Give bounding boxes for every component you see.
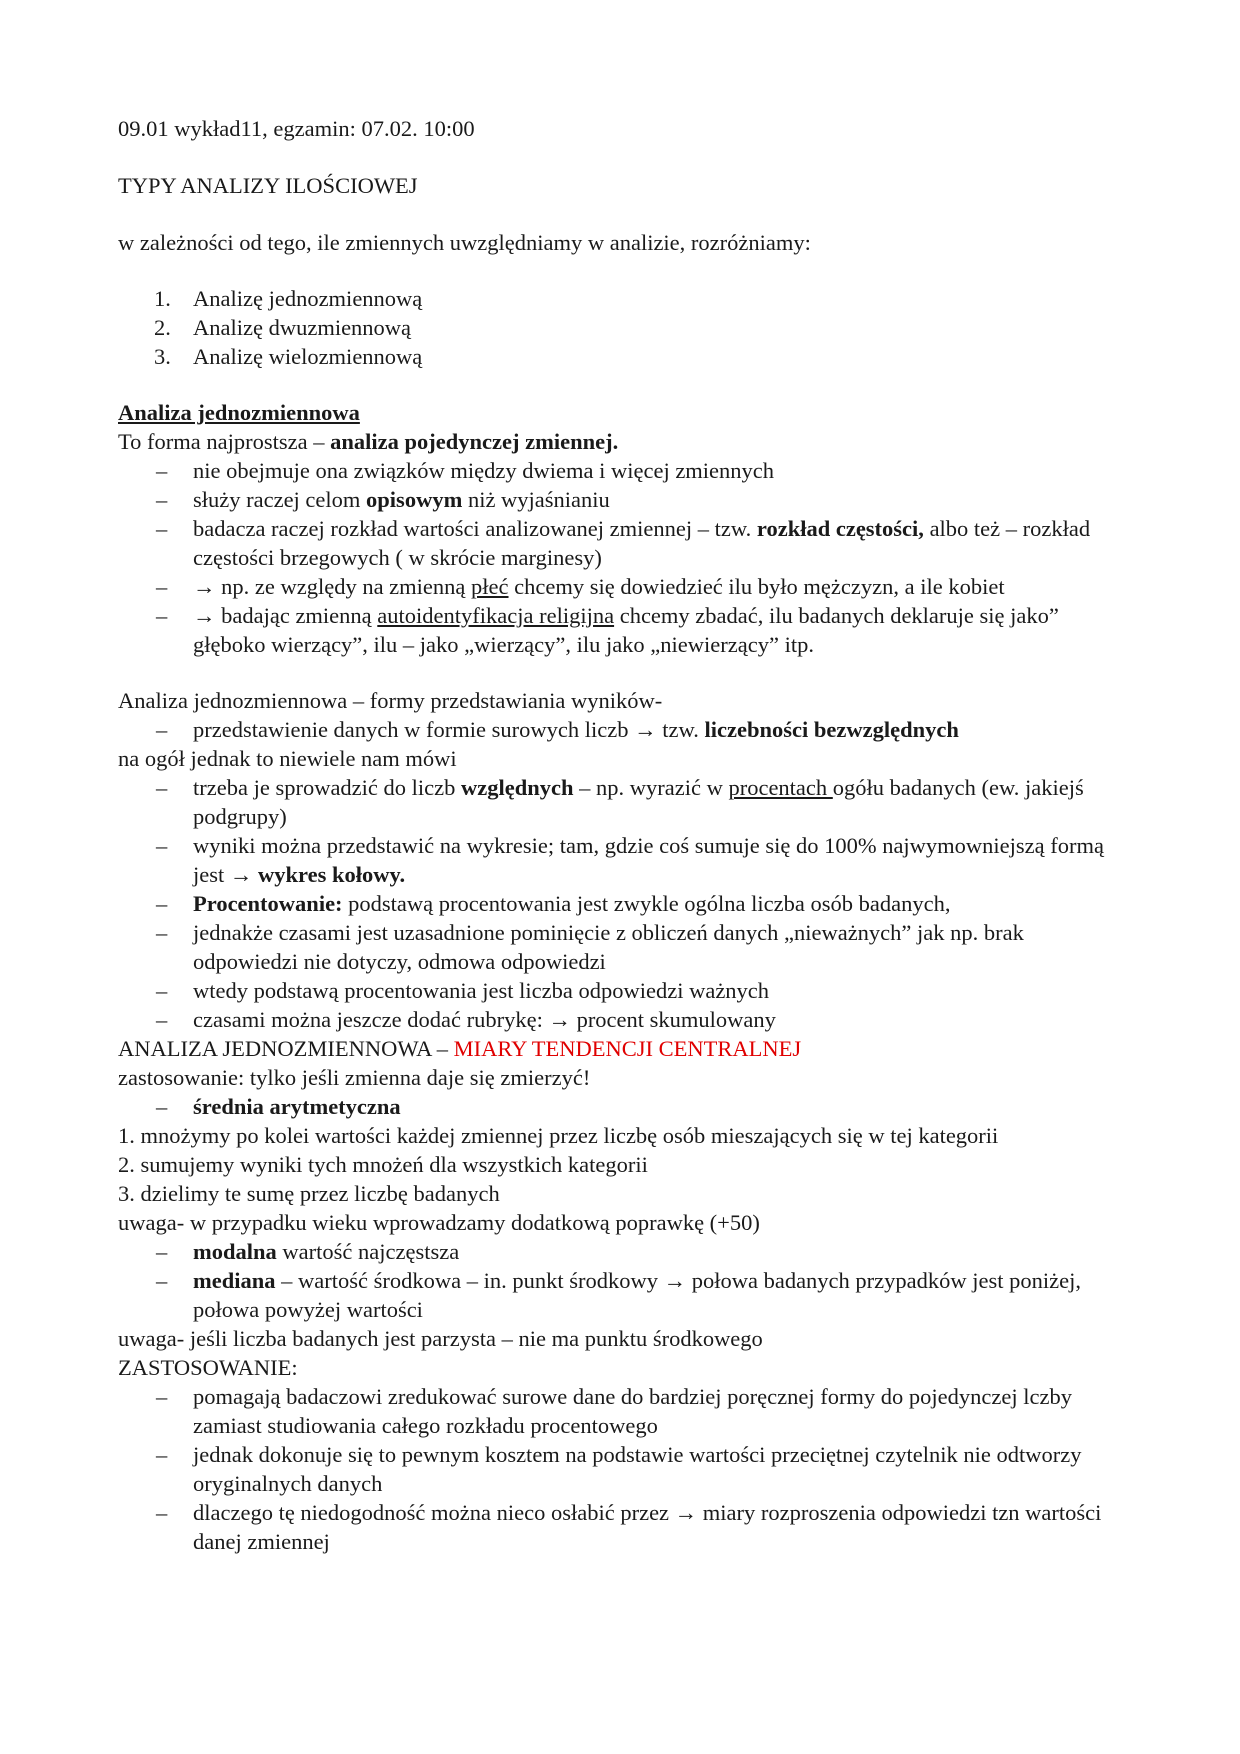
- list-text: Analizę wielozmiennową: [193, 344, 423, 369]
- bullet-bold: względnych: [461, 775, 574, 800]
- dash-bullet: –: [156, 487, 168, 512]
- list-item: [118, 601, 1128, 659]
- note-text: zastosowanie: tylko jeśli zmienna daje się zmierzyć!: [118, 1065, 591, 1090]
- bullet-text: jednakże czasami jest uzasadnione pominięcie z obliczeń danych „nieważnych” jak np. brak odpowiedzi nie dotyczy, odmowa odpowiedzi: [193, 920, 1024, 974]
- bullet-text: wyniki można przedstawić na wykresie; tam, gdzie coś sumuje się do 100% najwymowniejszą formą jest →: [193, 833, 1104, 887]
- analysis-types-list: [118, 284, 1128, 371]
- list-item: [118, 456, 1128, 485]
- list-text: Analizę jednozmiennową: [193, 286, 423, 311]
- section-heading: [118, 1034, 1128, 1063]
- bullet-text: trzeba je sprowadzić do liczb: [193, 775, 462, 800]
- bullet-text: podstawą procentowania jest zwykle ogólna liczba osób badanych,: [342, 891, 951, 916]
- lead-bold: analiza pojedynczej zmiennej.: [330, 429, 619, 454]
- list-item: [118, 976, 1128, 1005]
- bullet-bold: opisowym: [366, 487, 463, 512]
- intro-text: w zależności od tego, ile zmiennych uwzględniamy w analizie, rozróżniamy:: [118, 230, 811, 255]
- bullet-text: chcemy się dowiedzieć ilu było mężczyzn, a ile kobiet: [508, 574, 1005, 599]
- section-title: TYPY ANALIZY ILOŚCIOWEJ: [118, 173, 418, 198]
- bullet-text: wtedy podstawą procentowania jest liczba odpowiedzi ważnych: [193, 978, 770, 1003]
- bullet-text: chcemy zbadać, ilu badanych deklaruje się jako” głęboko wierzący”, ilu – jako „wierzący”, ilu jako „niewierzący” itp.: [193, 603, 1059, 657]
- list-item: [118, 1092, 1128, 1121]
- list-item: [118, 284, 1128, 313]
- bullet-text: przedstawienie danych w formie surowych liczb → tzw.: [193, 717, 705, 742]
- note-text: uwaga- w przypadku wieku wprowadzamy dodatkową poprawkę (+50): [118, 1210, 760, 1235]
- bullet-list: [118, 773, 1128, 1034]
- heading-red: MIARY TENDENCJI CENTRALNEJ: [453, 1036, 802, 1061]
- list-item: [118, 342, 1128, 371]
- list-item: [118, 831, 1128, 889]
- bullet-underlined: płeć: [471, 574, 509, 599]
- dash-bullet: –: [156, 1384, 168, 1409]
- dash-bullet: –: [156, 603, 168, 628]
- bullet-text: pomagają badaczowi zredukować surowe dane do bardziej poręcznej formy do pojedynczej lczby zamiast studiowania całego rozkładu procentowego: [193, 1384, 1072, 1438]
- dash-bullet: –: [156, 833, 168, 858]
- list-item: [118, 1005, 1128, 1034]
- bullet-underlined: autoidentyfikacja religijna: [377, 603, 615, 628]
- dash-bullet: –: [156, 891, 168, 916]
- list-number: 3.: [154, 344, 171, 369]
- dash-bullet: –: [156, 717, 168, 742]
- bullet-list: [118, 1382, 1128, 1556]
- list-number: 2.: [154, 315, 171, 340]
- list-item: [118, 715, 1128, 744]
- list-item: [118, 572, 1128, 601]
- dash-bullet: –: [156, 1500, 168, 1525]
- bullet-list: [118, 715, 1128, 744]
- bullet-bold: rozkład częstości,: [756, 516, 924, 541]
- bullet-bold: modalna: [193, 1239, 277, 1264]
- dash-bullet: –: [156, 775, 168, 800]
- section-heading: Analiza jednozmiennowa: [118, 400, 360, 425]
- bullet-text: wartość najczęstsza: [276, 1239, 460, 1264]
- bullet-text: dlaczego tę niedogodność można nieco osłabić przez → miary rozproszenia odpowiedzi tzn wartości danej zmiennej: [193, 1500, 1102, 1554]
- bullet-text: niż wyjaśnianiu: [462, 487, 610, 512]
- list-item: [118, 918, 1128, 976]
- list-item: [118, 485, 1128, 514]
- bullet-text: jednak dokonuje się to pewnym kosztem na podstawie wartości przeciętnej czytelnik nie odtworzy oryginalnych danych: [193, 1442, 1082, 1496]
- bullet-text: czasami można jeszcze dodać rubrykę: → procent skumulowany: [193, 1007, 776, 1032]
- bullet-bold: Procentowanie:: [193, 891, 343, 916]
- dash-bullet: –: [156, 1239, 168, 1264]
- bullet-text: albo też – rozkład częstości brzegowych ( w skrócie marginesy): [193, 516, 1091, 570]
- bullet-bold: wykres kołowy.: [258, 862, 406, 887]
- header-line: 09.01 wykład11, egzamin: 07.02. 10:00: [118, 116, 475, 141]
- bullet-text: ogółu badanych (ew. jakiejś podgrupy): [193, 775, 1084, 829]
- dash-bullet: –: [156, 458, 168, 483]
- section-heading: Analiza jednozmiennowa – formy przedstawiania wyników-: [118, 688, 663, 713]
- bullet-text: badacza raczej rozkład wartości analizowanej zmiennej – tzw.: [193, 516, 757, 541]
- bullet-text: – wartość środkowa – in. punkt środkowy → połowa badanych przypadków jest poniżej, połowa powyżej wartości: [193, 1268, 1081, 1322]
- bullet-list: [118, 1092, 1128, 1121]
- step-text: 3. dzielimy te sumę przez liczbę badanych: [118, 1181, 500, 1206]
- note-text: uwaga- jeśli liczba badanych jest parzysta – nie ma punktu środkowego: [118, 1326, 763, 1351]
- dash-bullet: –: [156, 1442, 168, 1467]
- list-item: [118, 773, 1128, 831]
- list-number: 1.: [154, 286, 171, 311]
- bullet-bold: liczebności bezwzględnych: [704, 717, 959, 742]
- list-item: [118, 1498, 1128, 1556]
- list-item: [118, 1382, 1128, 1440]
- dash-bullet: –: [156, 978, 168, 1003]
- bullet-text: → np. ze względy na zmienną: [193, 574, 472, 599]
- bullet-text: – np. wyrazić w: [573, 775, 729, 800]
- list-item: [118, 514, 1128, 572]
- bullet-list: [118, 1237, 1128, 1324]
- list-item: [118, 313, 1128, 342]
- section-heading: ZASTOSOWANIE:: [118, 1355, 298, 1380]
- dash-bullet: –: [156, 1268, 168, 1293]
- dash-bullet: –: [156, 574, 168, 599]
- dash-bullet: –: [156, 1007, 168, 1032]
- bullet-bold: średnia arytmetyczna: [193, 1094, 401, 1119]
- bullet-text: → badając zmienną: [193, 603, 378, 628]
- list-item: [118, 1237, 1128, 1266]
- lead-paragraph: [118, 427, 1128, 456]
- step-text: 2. sumujemy wyniki tych mnożeń dla wszystkich kategorii: [118, 1152, 648, 1177]
- dash-bullet: –: [156, 1094, 168, 1119]
- note-text: na ogół jednak to niewiele nam mówi: [118, 746, 457, 771]
- list-text: Analizę dwuzmiennową: [193, 315, 412, 340]
- bullet-text: służy raczej celom: [193, 487, 367, 512]
- list-item: [118, 889, 1128, 918]
- heading-text: ANALIZA JEDNOZMIENNOWA –: [118, 1036, 454, 1061]
- dash-bullet: –: [156, 516, 168, 541]
- bullet-bold: mediana: [193, 1268, 276, 1293]
- bullet-text: nie obejmuje ona związków między dwiema i więcej zmiennych: [193, 458, 775, 483]
- dash-bullet: –: [156, 920, 168, 945]
- list-item: [118, 1266, 1128, 1324]
- lead-text: To forma najprostsza –: [118, 429, 331, 454]
- bullet-underlined: procentach: [728, 775, 833, 800]
- document-page: [118, 114, 1128, 1556]
- list-item: [118, 1440, 1128, 1498]
- step-text: 1. mnożymy po kolei wartości każdej zmiennej przez liczbę osób mieszających się w tej kategorii: [118, 1123, 999, 1148]
- bullet-list: [118, 456, 1128, 659]
